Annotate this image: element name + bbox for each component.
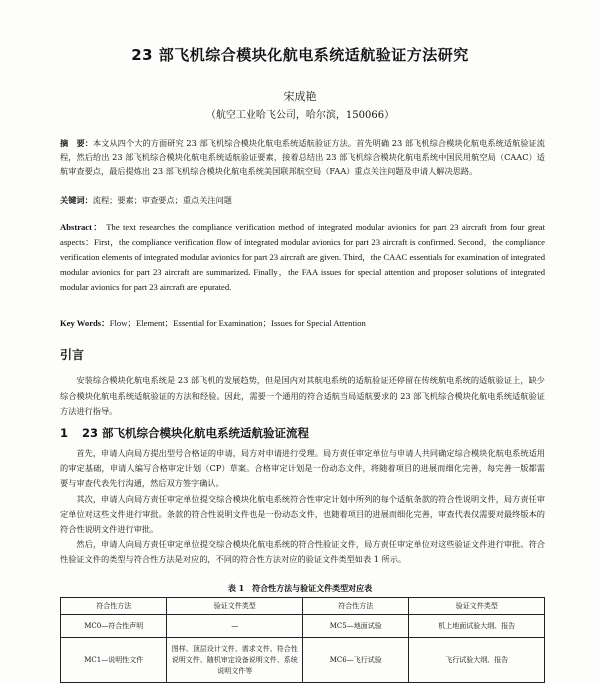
table-1 [60,597,545,683]
section-1-paragraph: 然后，申请人向局方责任审定单位提交综合模块化航电系统的符合性验证文件，局方责任审定单位对这些验证文件进行审批。符合性验证文件的类型与符合性方法是对应的，不同的符合性方法对应的验证文件类型如表 1 所示。 [60,539,545,565]
keywords-en-text: Flow；Element；Essential for Examination；Issues for Special Attention [109,318,366,328]
table-header-cell: 符合性方法 [61,598,167,615]
table-header-row [61,598,545,615]
table-cell: 机上地面试验大纲、报告 [409,615,545,638]
section-1-number: 1 [60,426,69,440]
intro-paragraph: 安装综合模块化航电系统是 23 部飞机的发展趋势，但是国内对其航电系统的适航验证还停留在传统航电系统的适航验证上，缺少综合模块化航电系统适航验证的方法和经验。因此，需要一个通用的符合适航当局适航要求的 23 部飞机综合模块化航电系统适航验证方法进行指导。 [60,375,545,416]
table-row [61,638,545,683]
table-cell: MC6—飞行试验 [302,638,408,683]
section-1-paragraph: 首先，申请人向局方提出型号合格证的申请，局方对申请进行受理。局方责任审定单位与申请人共同确定综合模块化航电系统适用的审定基础，申请人编写合格审定计划（CP）草案。合格审定计划是一份动态文件，将随着项目的进展而细化完善，每完善一版都需要与审查代表先行沟通，然后双方签字确认。 [60,448,545,489]
table-header-cell: 验证文件类型 [167,598,303,615]
keywords-english [60,316,545,330]
abstract-en-label: Abstract： [60,222,104,232]
table-cell: MC1—说明性文件 [61,638,167,683]
abstract-en-text: The text researches the compliance verification method of integrated modular avionics for part 23 aircraft from four great aspects：First，the compliance verification flow of integrated modular avionics for part 23 aircraft is confirmed. Second，the compliance verification elements of integrated modular avionics for part 23 aircraft are given. Third，the CAAC essentials for examination of integrated modular avionics for part 23 aircraft are summarized. Finally，the FAA issues for special attention and proposer solutions of integrated modular avionics for part 23 aircraft are epurated. [60,222,546,292]
table-cell: — [167,615,303,638]
table-1-caption: 表 1 符合性方法与验证文件类型对应表 [227,583,373,593]
section-1-body [60,446,545,568]
keywords-cn-label: 关键词： [60,195,93,205]
table-header-cell: 符合性方法 [302,598,408,615]
section-1-heading [60,425,309,441]
author-name: 宋成艳 [283,90,317,103]
section-1-title: 23 部飞机综合模块化航电系统适航验证流程 [82,426,310,440]
table-cell: 图样、顶层设计文件、需求文件、符合性说明文件、随机审定设备说明文件、系统说明文件等 [167,638,303,683]
table-row [61,615,545,638]
abstract-cn-text: 本文从四个大的方面研究 23 部飞机综合模块化航电系统适航验证方法。首先明确 23 部飞机综合模块化航电系统适航验证流程，然后给出 23 部飞机综合模块化航电系统适航验证要素，接着总结出 23 部飞机综合模块化航电系统中国民用航空局（CAAC）适航审查要点，最后提炼出 23 部飞机综合模块化航电系统美国联邦航空局（FAA）重点关注问题及申请人解决思路。 [60,138,545,177]
paper-title: 23 部飞机综合模块化航电系统适航验证方法研究 [131,46,469,64]
table-cell: 飞行试验大纲、报告 [409,638,545,683]
abstract-chinese [60,136,545,179]
abstract-english [60,220,545,295]
keywords-cn-text: 流程；要素；审查要点；重点关注问题 [92,195,232,205]
intro-heading: 引言 [60,348,85,362]
abstract-cn-label: 摘 要： [60,138,93,148]
table-cell: MC5—地面试验 [302,615,408,638]
keywords-en-label: Key Words： [60,318,110,328]
author-affiliation: （航空工业哈飞公司，哈尔滨，150066） [205,110,395,121]
keywords-chinese [60,193,545,207]
table-header-cell: 验证文件类型 [409,598,545,615]
section-1-paragraph: 其次，申请人向局方责任审定单位提交综合模块化航电系统符合性审定计划中所列的每个适航条款的符合性说明文件，局方责任审定单位对这些文件进行审批。条款的符合性说明文件也是一份动态文件，也随着项目的进展而细化完善，审查代表仅需要对最终版本的符合性说明文件进行审批。 [60,493,545,535]
table-cell: MC0—符合性声明 [61,615,167,638]
